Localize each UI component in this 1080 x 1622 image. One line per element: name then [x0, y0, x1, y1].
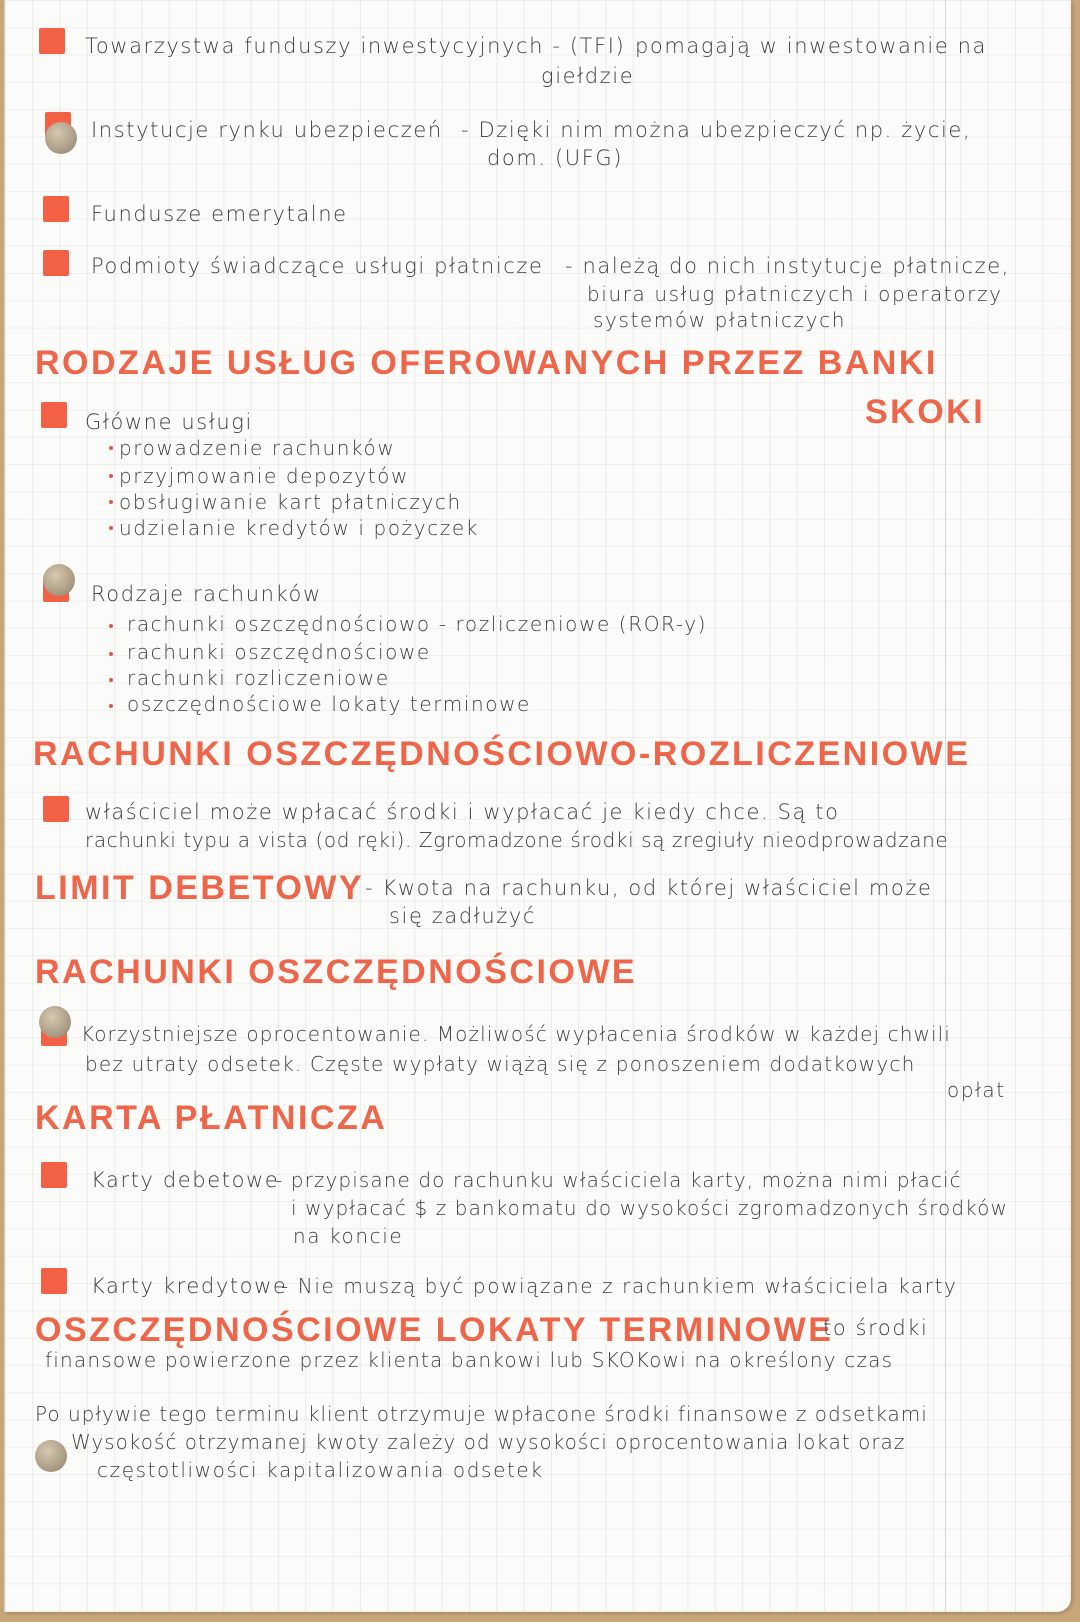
main-service-item: obsługiwanie kart płatniczych [119, 490, 462, 514]
bullet-square-icon [41, 402, 67, 428]
list-dot-icon [109, 652, 113, 656]
list-dot-icon [109, 678, 113, 682]
credit-card-desc: - Nie muszą być powiązane z rachunkiem właściciela karty [281, 1274, 958, 1298]
account-type-item: oszczędnościowe lokaty terminowe [127, 692, 531, 716]
debit-card-desc-cont: i wypłacać $ z bankomatu do wysokości zgromadzonych środków [291, 1196, 1008, 1220]
ror-desc-line2: rachunki typu a vista (od ręki). Zgromadzone środki są zregiuły nieodprowadzane [85, 828, 949, 852]
list-dot-icon [109, 500, 113, 504]
binder-hole-icon [35, 1440, 67, 1472]
ror-desc-line1: właściciel może wpłacać środki i wypłacać je kiedy chce. Są to [85, 800, 840, 824]
heading-payment-card: KARTA PŁATNICZA [35, 1099, 388, 1137]
term-deposits-desc-line3: Wysokość otrzymanej kwoty zależy od wysokości oprocentowania lokat oraz [71, 1430, 906, 1454]
debit-card-desc-cont2: na koncie [293, 1224, 404, 1248]
bullet-square-icon [43, 796, 69, 822]
institution-tfi-term: Towarzystwa funduszy inwestycyjnych - (TFI) [85, 34, 626, 58]
institution-payment-term: Podmioty świadczące usługi płatnicze [91, 254, 544, 278]
bullet-square-icon [41, 1268, 67, 1294]
account-type-item: rachunki oszczędnościowo - rozliczeniowe (ROR-y) [127, 612, 708, 636]
institution-payment-desc-cont2: systemów płatniczych [593, 308, 846, 332]
term-deposits-desc-line1: finansowe powierzone przez klienta bankowi lub SKOKowi na określony czas [45, 1348, 894, 1372]
overdraft-limit-desc-cont: się zadłużyć [389, 904, 537, 928]
institution-tfi-desc: pomagają w inwestowanie na [635, 34, 988, 58]
account-types-label: Rodzaje rachunków [91, 582, 322, 606]
debit-card-term: Karty debetowe [91, 1168, 280, 1192]
list-dot-icon [109, 474, 113, 478]
margin-line [945, 0, 946, 1612]
heading-term-deposits: OSZCZĘDNOŚCIOWE LOKATY TERMINOWE [35, 1311, 834, 1349]
main-service-item: prowadzenie rachunków [119, 436, 396, 460]
main-services-label: Główne usługi [85, 410, 253, 434]
institution-pension-term: Fundusze emerytalne [91, 202, 348, 226]
savings-desc-line3: opłat [947, 1078, 1006, 1102]
list-dot-icon [109, 624, 113, 628]
institution-insurance-desc: - Dzięki nim można ubezpieczyć np. życie, [461, 118, 972, 142]
bullet-square-icon [41, 1162, 67, 1188]
heading-services-cont: SKOKI [865, 393, 986, 431]
bullet-square-icon [43, 196, 69, 222]
institution-tfi-desc-cont: giełdzie [541, 64, 635, 88]
list-dot-icon [109, 446, 113, 450]
notebook-page [4, 0, 1071, 1612]
heading-savings-accounts: RACHUNKI OSZCZĘDNOŚCIOWE [35, 953, 638, 991]
institution-insurance-term: Instytucje rynku ubezpieczeń [91, 118, 443, 142]
list-dot-icon [109, 526, 113, 530]
debit-card-desc: - przypisane do rachunku właściciela karty, można nimi płacić [275, 1168, 962, 1192]
heading-ror: RACHUNKI OSZCZĘDNOŚCIOWO-ROZLICZENIOWE [33, 735, 971, 773]
savings-desc-line1: Korzystniejsze oprocentowanie. Możliwość wypłacenia środków w każdej chwili [81, 1022, 951, 1046]
institution-payment-desc-cont: biura usług płatniczych i operatorzy [587, 282, 1003, 306]
heading-overdraft-limit: LIMIT DEBETOWY [35, 869, 365, 907]
term-deposits-desc-line2: Po upływie tego terminu klient otrzymuje wpłacone środki finansowe z odsetkami [35, 1402, 928, 1426]
term-deposits-desc: to środki [823, 1316, 929, 1340]
binder-hole-icon [43, 564, 75, 596]
account-type-item: rachunki rozliczeniowe [127, 666, 390, 690]
savings-desc-line2: bez utraty odsetek. Częste wypłaty wiążą się z ponoszeniem dodatkowych [85, 1052, 916, 1076]
bullet-square-icon [43, 250, 69, 276]
binder-hole-icon [45, 122, 77, 154]
main-service-item: udzielanie kredytów i pożyczek [119, 516, 479, 540]
term-deposits-desc-line4: częstotliwości kapitalizowania odsetek [97, 1458, 544, 1482]
overdraft-limit-desc: - Kwota na rachunku, od której właściciel może [365, 876, 933, 900]
account-type-item: rachunki oszczędnościowe [127, 640, 431, 664]
heading-services: RODZAJE USŁUG OFEROWANYCH PRZEZ BANKI [35, 344, 938, 382]
binder-hole-icon [39, 1006, 71, 1038]
institution-insurance-desc-cont: dom. (UFG) [487, 146, 624, 170]
credit-card-term: Karty kredytowe [91, 1274, 288, 1298]
main-service-item: przyjmowanie depozytów [119, 464, 409, 488]
institution-payment-desc: - należą do nich instytucje płatnicze, [565, 254, 1011, 278]
list-dot-icon [109, 704, 113, 708]
bullet-square-icon [39, 28, 65, 54]
